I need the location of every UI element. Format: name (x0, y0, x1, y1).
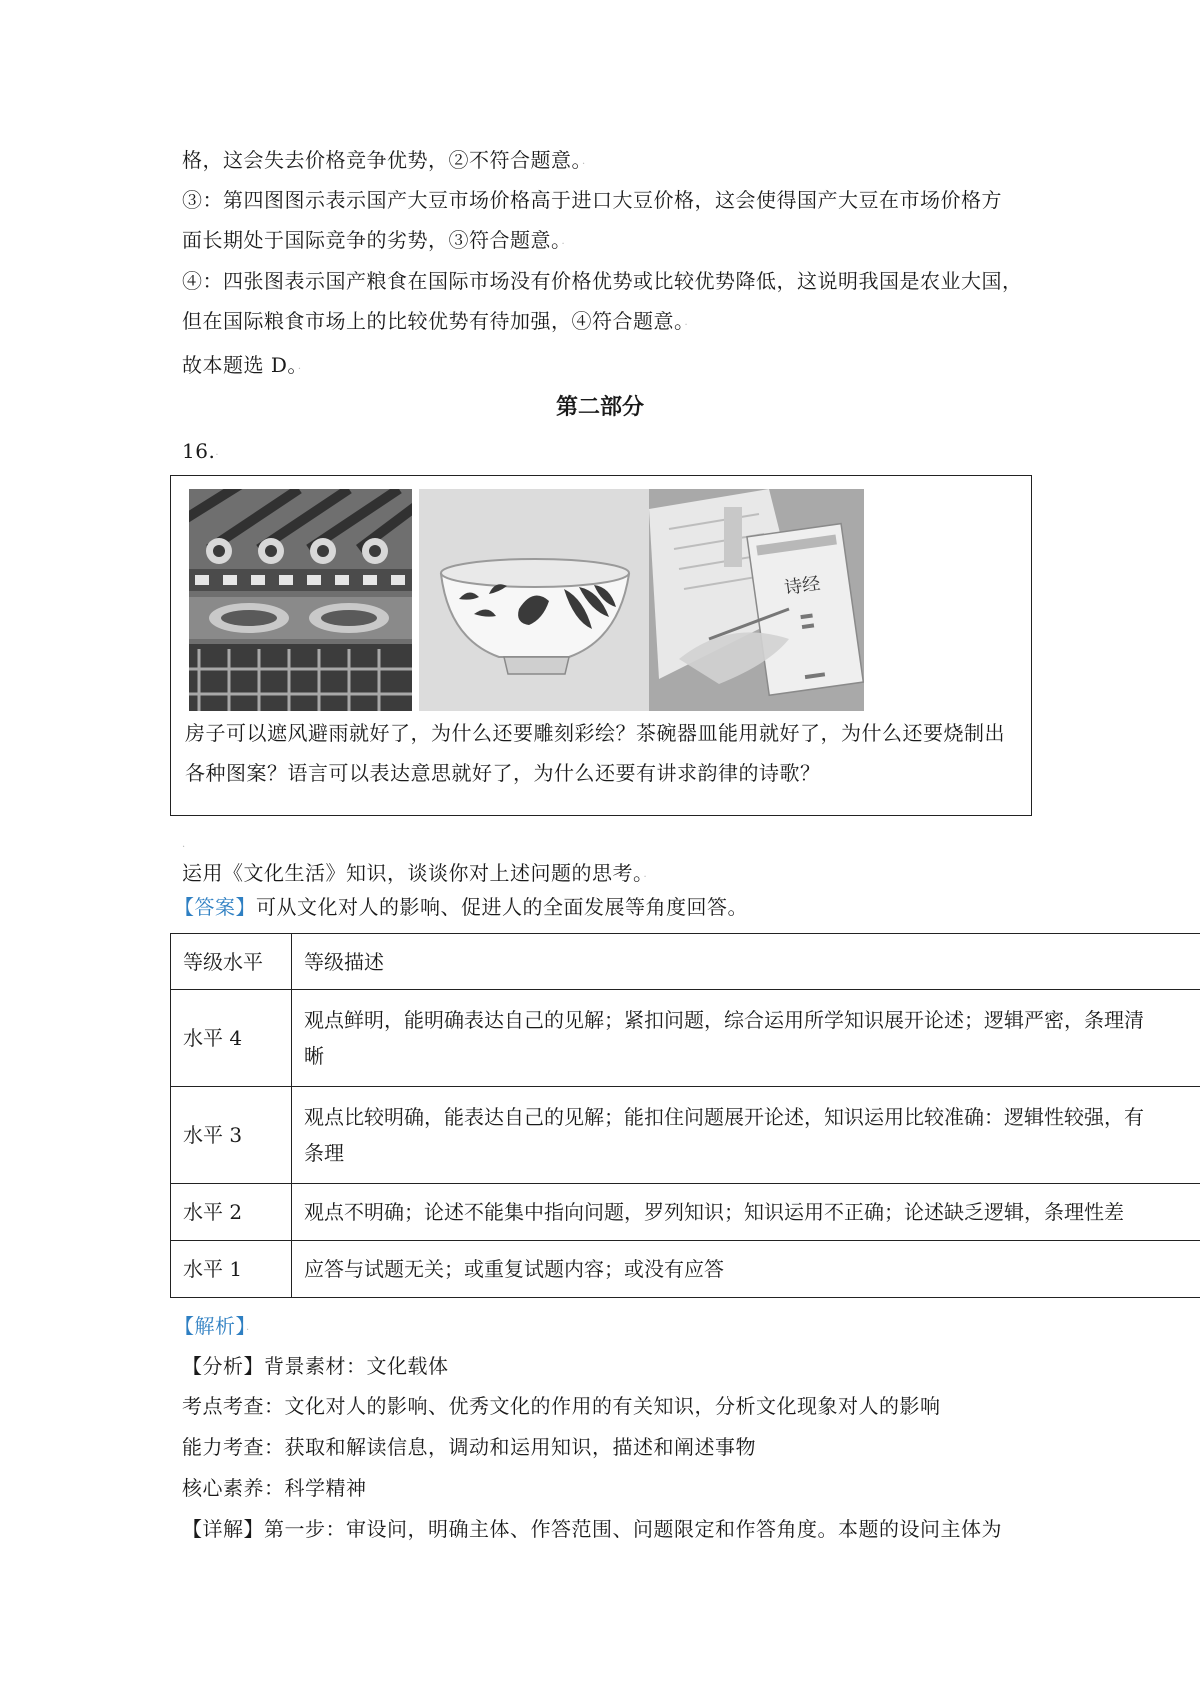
analysis-line: 能力考查：获取和解读信息，调动和运用知识，描述和阐述事物 (182, 1435, 756, 1459)
paragraph-line: ④：四张图表示国产粮食在国际市场没有价格优势或比较优势降低，这说明我国是农业大国， (182, 269, 1023, 293)
analysis-label: 【解析】· (174, 1314, 250, 1338)
level-cell: 水平 2 (171, 1184, 292, 1241)
rubric-table (170, 933, 1200, 1298)
book-of-songs-image (649, 489, 864, 711)
table-header-row (171, 934, 1200, 990)
porcelain-bowl-image (419, 489, 649, 711)
answer-text: 可从文化对人的影响、促进人的全面发展等角度回答。 (256, 895, 748, 919)
carved-roof-image (189, 489, 412, 711)
description-cell: 观点比较明确，能表达自己的见解；能扣住问题展开论述，知识运用比较准确：逻辑性较强，有 条理 (292, 1087, 1200, 1184)
stray-mark: · (182, 842, 186, 853)
material-box (170, 475, 1032, 816)
analysis-line: 【详解】第一步：审设问，明确主体、作答范围、问题限定和作答角度。本题的设问主体为 (182, 1517, 1002, 1541)
level-cell: 水平 3 (171, 1087, 292, 1184)
analysis-line: 【分析】背景素材：文化载体 (182, 1354, 449, 1378)
header-cell: 等级描述 (292, 934, 1200, 990)
paragraph-line: 格，这会失去价格竞争优势，②不符合题意。· (182, 148, 586, 172)
material-text-line: 各种图案？语言可以表达意思就好了，为什么还要有讲求韵律的诗歌？ (185, 761, 821, 785)
section-title: 第二部分 (555, 394, 644, 420)
header-cell: 等级水平 (171, 934, 292, 990)
analysis-line: 考点考查：文化对人的影响、优秀文化的作用的有关知识，分析文化现象对人的影响 (182, 1394, 941, 1418)
level-cell: 水平 4 (171, 990, 292, 1087)
answer-line (174, 893, 748, 921)
paragraph-line: 故本题选 D。· (182, 353, 302, 377)
description-cell: 观点鲜明，能明确表达自己的见解；紧扣问题，综合运用所学知识展开论述；逻辑严密，条理清 晰 (292, 990, 1200, 1087)
table-row (171, 1087, 1200, 1184)
description-cell: 应答与试题无关；或重复试题内容；或没有应答 (292, 1241, 1200, 1298)
paragraph-line: ③：第四图图示表示国产大豆市场价格高于进口大豆价格，这会使得国产大豆在市场价格方 (182, 188, 1002, 212)
material-text-line: 房子可以遮风避雨就好了，为什么还要雕刻彩绘？茶碗器皿能用就好了，为什么还要烧制出 (185, 721, 1005, 745)
question-text: 运用《文化生活》知识，谈谈你对上述问题的思考。· (182, 861, 648, 885)
table-row (171, 990, 1200, 1087)
analysis-line: 核心素养：科学精神 (182, 1476, 367, 1500)
answer-label: 【答案】 (174, 895, 256, 919)
paragraph-line: 面长期处于国际竞争的劣势，③符合题意。· (182, 228, 566, 252)
description-cell: 观点不明确；论述不能集中指向问题，罗列知识；知识运用不正确；论述缺乏逻辑，条理性差 (292, 1184, 1200, 1241)
question-number: 16.· (182, 439, 219, 463)
table-row (171, 1184, 1200, 1241)
paragraph-line: 但在国际粮食市场上的比较优势有待加强，④符合题意。· (182, 309, 689, 333)
book-title-text: 诗经 (783, 573, 822, 600)
table-row (171, 1241, 1200, 1298)
level-cell: 水平 1 (171, 1241, 292, 1298)
